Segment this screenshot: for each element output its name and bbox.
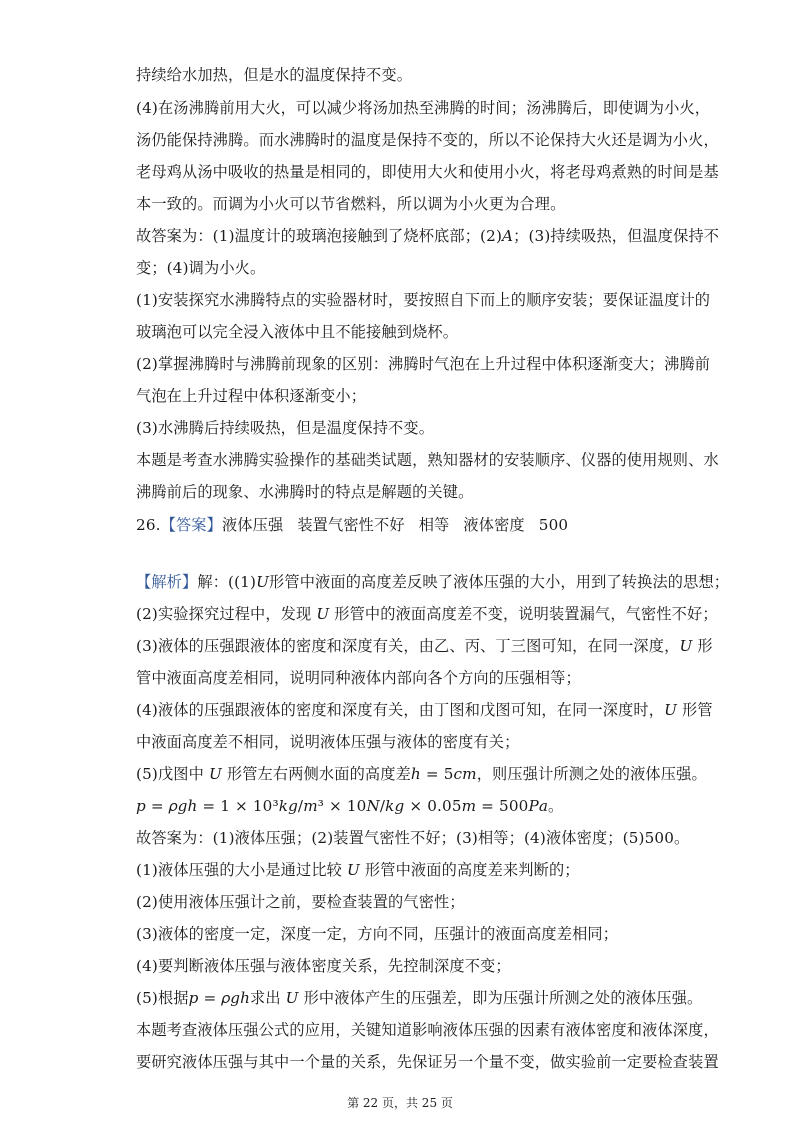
analysis-tag: 【解析】 [136, 573, 198, 591]
text-line: (2)实验探究过程中，发现 𝑈 形管中的液面高度差不变，说明装置漏气，气密性不好； [136, 605, 718, 623]
text-line: 沸腾前后的现象、水沸腾时的特点是解题的关键。 [136, 483, 474, 501]
text-line: 故答案为：(1)温度计的玻璃泡接触到了烧杯底部；(2)𝐴；(3)持续吸热，但温度保持不 [136, 227, 720, 245]
text-line: 本一致的。而调为小火可以节省燃料，所以调为小火更为合理。 [136, 195, 566, 213]
answer-tag: 【答案】 [160, 516, 222, 534]
text-line: 玻璃泡可以完全浸入液体中且不能接触到烧杯。 [136, 323, 459, 341]
text-line: 要研究液体压强与其中一个量的关系，先保证另一个量不变，做实验前一定要检查装置 [136, 1053, 719, 1071]
text-line: (4)在汤沸腾前用大火，可以减少将汤加热至沸腾的时间；汤沸腾后，即使调为小火， [136, 99, 711, 117]
text-line: (2)使用液体压强计之前，要检查装置的气密性； [136, 893, 465, 911]
answer-value: 相等 [418, 516, 450, 534]
answer-value: 500 [538, 516, 569, 534]
answer-value: 液体压强 [221, 516, 284, 534]
answer-value: 液体密度 [463, 516, 525, 534]
text-line: 本题是考查水沸腾实验操作的基础类试题，熟知器材的安装顺序、仪器的使用规则、水 [136, 451, 719, 469]
analysis-line [136, 572, 730, 592]
text-line: (1)安装探究水沸腾特点的实验器材时，要按照自下而上的顺序安装；要保证温度计的 [136, 291, 711, 309]
analysis-text: 解：((1)𝑈形管中液面的高度差反映了液体压强的大小，用到了转换法的思想； [197, 573, 730, 591]
text-line: (5)根据𝑝 = 𝜌𝑔ℎ求出 𝑈 形中液体产生的压强差，即为压强计所测之处的液体压强。 [136, 989, 703, 1007]
text-line: (5)戊图中 𝑈 形管左右两侧水面的高度差ℎ = 5𝑐𝑚，则压强计所测之处的液体压强。 [136, 765, 707, 783]
text-line: (3)液体的压强跟液体的密度和深度有关，由乙、丙、丁三图可知，在同一深度，𝑈 形 [136, 637, 713, 655]
text-line: (4)液体的压强跟液体的密度和深度有关，由丁图和戊图可知，在同一深度时，𝑈 形管 [136, 701, 713, 719]
formula-line: 𝑝 = 𝜌𝑔ℎ = 1 × 10³𝑘𝑔/𝑚³ × 10𝑁/𝑘𝑔 × 0.05𝑚 = 500𝑃𝑎。 [136, 797, 564, 815]
text-line: (3)液体的密度一定，深度一定，方向不同，压强计的液面高度差相同； [136, 925, 619, 943]
text-line: (2)掌握沸腾时与沸腾前现象的区别：沸腾时气泡在上升过程中体积逐渐变大；沸腾前 [136, 355, 711, 373]
text-line: 中液面高度差不相同，说明液体压强与液体的密度有关； [136, 733, 520, 751]
question-number: 26. [136, 516, 161, 534]
page-number: 第 22 页，共 25 页 [347, 1096, 453, 1110]
text-line: 老母鸡从汤中吸收的热量是相同的，即使用大火和使用小火，将老母鸡煮熟的时间是基 [136, 163, 719, 181]
text-line: 故答案为：(1)液体压强；(2)装置气密性不好；(3)相等；(4)液体密度；(5)500。 [136, 829, 690, 847]
text-line: (3)水沸腾后持续吸热，但是温度保持不变。 [136, 419, 435, 437]
text-line: 汤仍能保持沸腾。而水沸腾时的温度是保持不变的，所以不论保持大火还是调为小火， [136, 131, 719, 149]
text-line: 本题考查液体压强公式的应用，关键知道影响液体压强的因素有液体密度和液体深度， [136, 1021, 719, 1039]
text-line: (4)要判断液体压强与液体密度关系，先控制深度不变； [136, 957, 511, 975]
text-line: 变；(4)调为小火。 [136, 259, 266, 277]
answer-line [136, 515, 671, 535]
answer-value: 装置气密性不好 [297, 516, 405, 534]
text-line: (1)液体压强的大小是通过比较 𝑈 形管中液面的高度差来判断的； [136, 861, 580, 879]
text-line: 管中液面高度差相同，说明同种液体内部向各个方向的压强相等； [136, 669, 581, 687]
text-line: 持续给水加热，但是水的温度保持不变。 [136, 66, 413, 84]
text-line: 气泡在上升过程中体积逐渐变小； [136, 387, 367, 405]
